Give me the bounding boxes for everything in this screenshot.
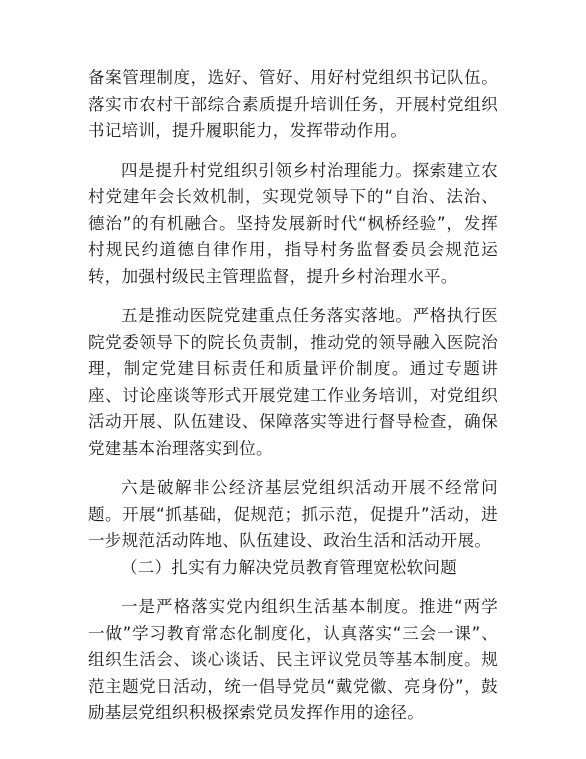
paragraph-continuation: 备案管理制度，选好、管好、用好村党组织书记队伍。落实市农村干部综合素质提升培训任务，开展村党组织书记培训，提升履职能力，发挥带动作用。 bbox=[88, 68, 498, 140]
paragraph-item-five: 五是推动医院党建重点任务落实落地。严格执行医院党委领导下的院长负责制，推动党的领导融入医院治理，制定党建目标责任和质量评价制度。通过专题讲座、讨论座谈等形式开展党建工作业务培训，对党组织活动开展、队伍建设、保障落实等进行督导检查，确保党建基本治理落实到位。 bbox=[88, 306, 498, 458]
document-body bbox=[88, 65, 498, 727]
section-heading: （二）扎实有力解决党员教育管理宽松软问题 bbox=[121, 557, 457, 577]
paragraph-item-one: 一是严格落实党内组织生活基本制度。推进“两学一做”学习教育常态化制度化，认真落实“三会一课”、组织生活会、谈心谈话、民主评议党员等基本制度。规范主题党日活动，统一倡导党员“戴党徽、亮身份”，鼓励基层党组织积极探索党员发挥作用的途径。 bbox=[88, 597, 498, 722]
paragraph-item-four: 四是提升村党组织引领乡村治理能力。探索建立农村党建年会长效机制，实现党领导下的“自治、法治、德治”的有机融合。坚持发展新时代“枫桥经验”，发挥村规民约道德自律作用，指导村务监督委员会规范运转，加强村级民主管理监督，提升乡村治理水平。 bbox=[88, 160, 498, 286]
paragraph-item-six: 六是破解非公经济基层党组织活动开展不经常问题。开展“抓基础，促规范；抓示范，促提升”活动，进一步规范活动阵地、队伍建设、政治生活和活动开展。 bbox=[88, 478, 498, 550]
